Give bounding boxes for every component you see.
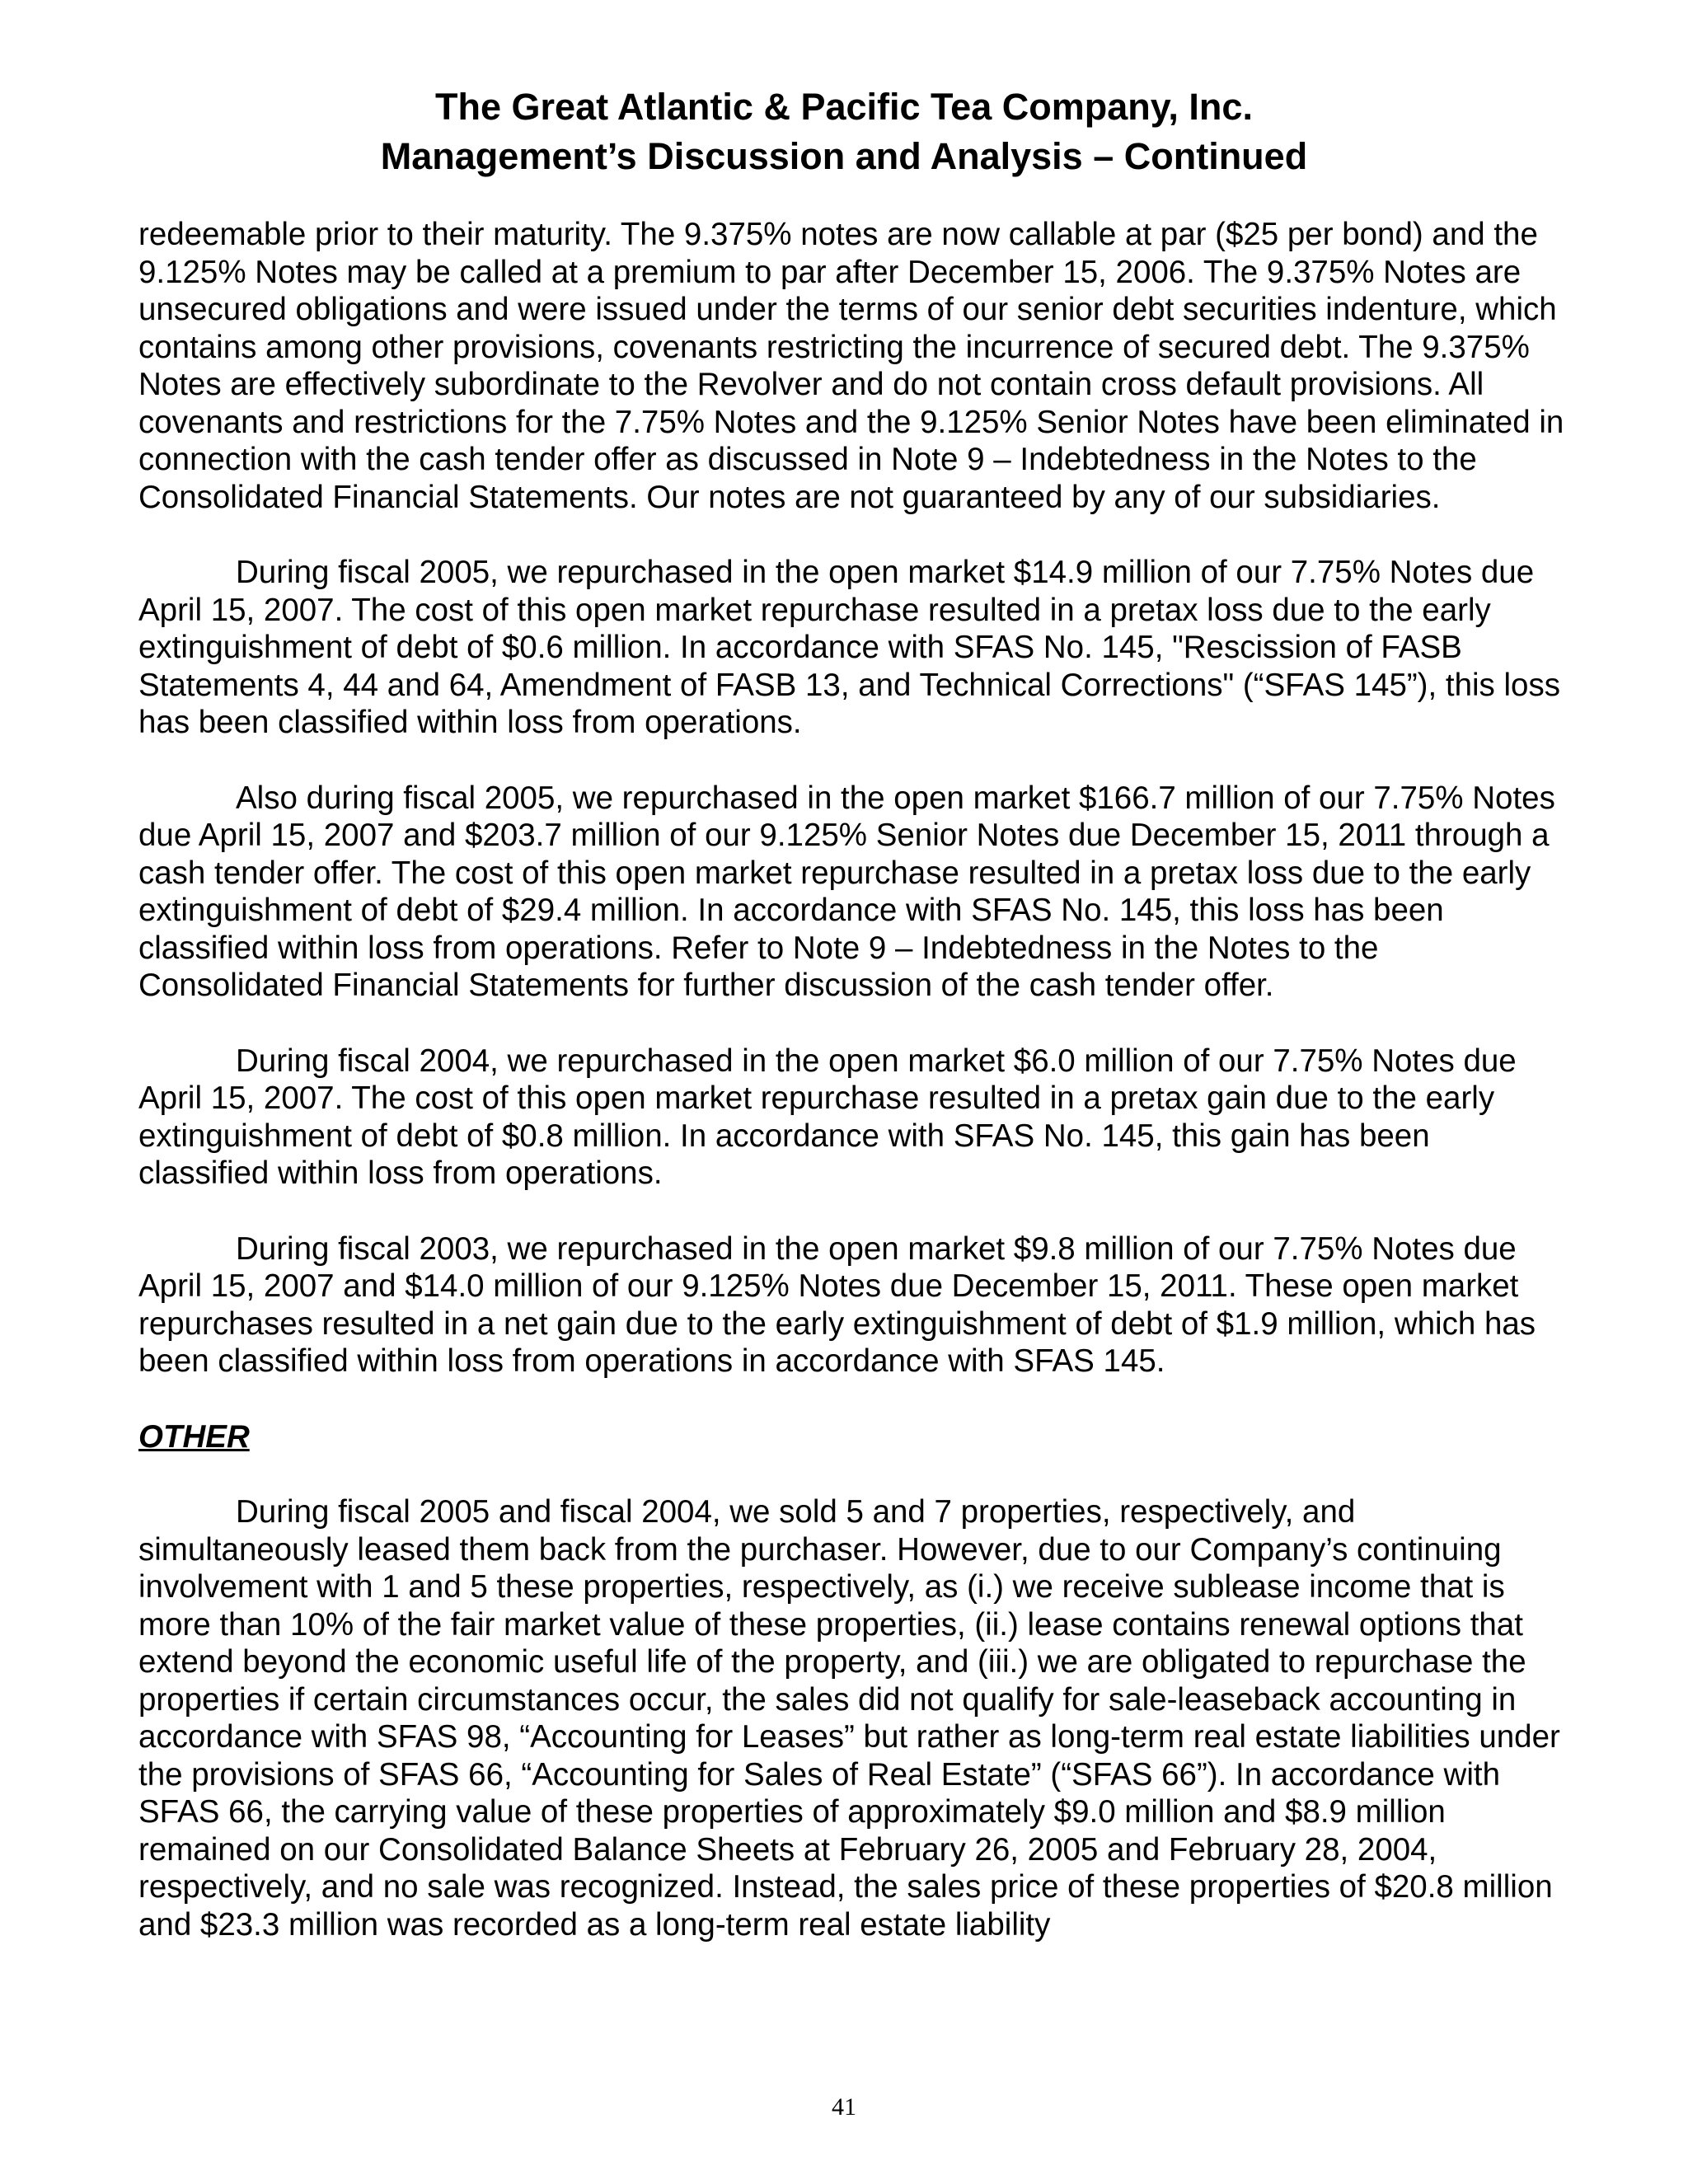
- document-body: [138, 216, 1564, 1981]
- paragraph-fiscal-2003-repurchase: During fiscal 2003, we repurchased in the open market $9.8 million of our 7.75% Notes due April 15, 2007 and $14.0 million of our 9.125% Notes due December 15, 2011. These open market repurchases resulted in a net gain due to the early extinguishment of debt of $1.9 million, which has been classified within loss from operations in accordance with SFAS 145.: [138, 1230, 1536, 1379]
- section-heading-other: OTHER: [138, 1418, 250, 1455]
- paragraph-fiscal-2005-repurchase: During fiscal 2005, we repurchased in the open market $14.9 million of our 7.75% Notes due April 15, 2007. The cost of this open market repurchase resulted in a pretax loss due to the early extinguishment of debt of $0.6 million. In accordance with SFAS No. 145, "Rescission of FASB Statements 4, 44 and 64, Amendment of FASB 13, and Technical Corrections" (“SFAS 145”), this loss has been classified within loss from operations.: [138, 555, 1560, 740]
- page-header: [0, 82, 1688, 181]
- paragraph-fiscal-2004-repurchase: During fiscal 2004, we repurchased in the open market $6.0 million of our 7.75% Notes due April 15, 2007. The cost of this open market repurchase resulted in a pretax gain due to the early extinguishment of debt of $0.8 million. In accordance with SFAS No. 145, this gain has been classified within loss from operations.: [138, 1043, 1517, 1191]
- paragraph-sale-leaseback: During fiscal 2005 and fiscal 2004, we sold 5 and 7 properties, respectively, and simultaneously leased them back from the purchaser. However, due to our Company’s continuing involvement with 1 and 5 these properties, respectively, as (i.) we receive sublease income that is more than 10% of the fair market value of these properties, (ii.) lease contains renewal options that extend beyond the economic useful life of the property, and (iii.) we are obligated to repurchase the properties if certain circumstances occur, the sales did not qualify for sale-leaseback accounting in accordance with SFAS 98, “Accounting for Leases” but rather as long-term real estate liabilities under the provisions of SFAS 66, “Accounting for Sales of Real Estate” (“SFAS 66”). In accordance with SFAS 66, the carrying value of these properties of approximately $9.0 million and $8.9 million remained on our Consolidated Balance Sheets at February 26, 2005 and February 28, 2004, respectively, and no sale was recognized. Instead, the sales price of these properties of $20.8 million and $23.3 million was recorded as a long-term real estate liability: [138, 1494, 1560, 1943]
- page-number: 41: [832, 2093, 856, 2121]
- section-title: Management’s Discussion and Analysis – Continued: [380, 135, 1308, 177]
- paragraph-notes-callable: redeemable prior to their maturity. The 9.375% notes are now callable at par ($25 per bond) and the 9.125% Notes may be called at a premium to par after December 15, 2006. The 9.375% Notes are unsecured obligations and were issued under the terms of our senior debt securities indenture, which contains among other provisions, covenants restricting the incurrence of secured debt. The 9.375% Notes are effectively subordinate to the Revolver and do not contain cross default provisions. All covenants and restrictions for the 7.75% Notes and the 9.125% Senior Notes have been eliminated in connection with the cash tender offer as discussed in Note 9 – Indebtedness in the Notes to the Consolidated Financial Statements. Our notes are not guaranteed by any of our subsidiaries.: [138, 217, 1564, 515]
- paragraph-fiscal-2005-tender-offer: Also during fiscal 2005, we repurchased in the open market $166.7 million of our 7.75% Notes due April 15, 2007 and $203.7 million of our 9.125% Senior Notes due December 15, 2011 through a cash tender offer. The cost of this open market repurchase resulted in a pretax loss due to the early extinguishment of debt of $29.4 million. In accordance with SFAS No. 145, this loss has been classified within loss from operations. Refer to Note 9 – Indebtedness in the Notes to the Consolidated Financial Statements for further discussion of the cash tender offer.: [138, 780, 1555, 1003]
- company-title: The Great Atlantic & Pacific Tea Company, Inc.: [435, 86, 1253, 128]
